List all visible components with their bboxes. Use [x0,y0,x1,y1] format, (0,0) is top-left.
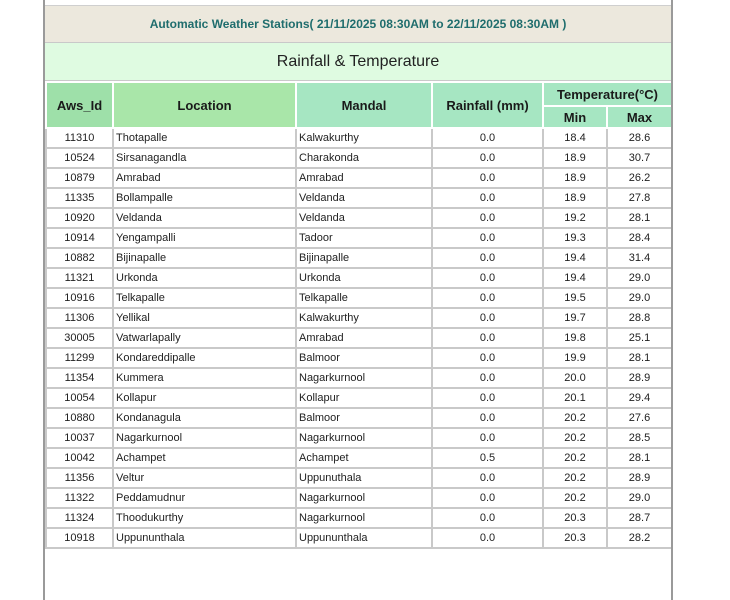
cell-aws-id: 10524 [46,148,113,168]
cell-max-temp: 28.2 [607,528,672,548]
table-row [46,228,672,248]
table-row [46,148,672,168]
cell-location: Thotapalle [113,128,296,148]
cell-max-temp: 29.0 [607,268,672,288]
cell-mandal: Kollapur [296,388,432,408]
table-row [46,288,672,308]
table-row [46,508,672,528]
cell-max-temp: 28.6 [607,128,672,148]
cell-aws-id: 11306 [46,308,113,328]
cell-mandal: Tadoor [296,228,432,248]
cell-location: Bijinapalle [113,248,296,268]
report-frame [43,0,673,600]
cell-mandal: Kalwakurthy [296,128,432,148]
table-row [46,308,672,328]
cell-max-temp: 28.5 [607,428,672,448]
cell-min-temp: 20.3 [543,508,607,528]
cell-aws-id: 10042 [46,448,113,468]
cell-min-temp: 20.2 [543,428,607,448]
cell-rainfall: 0.0 [432,368,543,388]
cell-rainfall: 0.0 [432,188,543,208]
cell-min-temp: 20.2 [543,468,607,488]
table-row [46,268,672,288]
cell-mandal: Urkonda [296,268,432,288]
cell-mandal: Balmoor [296,348,432,368]
table-row [46,188,672,208]
cell-location: Sirsanagandla [113,148,296,168]
cell-max-temp: 29.0 [607,288,672,308]
cell-min-temp: 20.1 [543,388,607,408]
cell-mandal: Veldanda [296,188,432,208]
cell-rainfall: 0.0 [432,308,543,328]
cell-location: Telkapalle [113,288,296,308]
cell-location: Achampet [113,448,296,468]
header-min: Min [543,106,607,128]
cell-location: Kondareddipalle [113,348,296,368]
cell-aws-id: 10037 [46,428,113,448]
table-row [46,128,672,148]
cell-min-temp: 20.2 [543,408,607,428]
cell-rainfall: 0.0 [432,468,543,488]
cell-rainfall: 0.0 [432,388,543,408]
table-row [46,248,672,268]
cell-min-temp: 18.9 [543,188,607,208]
cell-rainfall: 0.0 [432,248,543,268]
cell-mandal: Nagarkurnool [296,488,432,508]
table-row [46,408,672,428]
cell-max-temp: 31.4 [607,248,672,268]
table-row [46,488,672,508]
cell-location: Yellikal [113,308,296,328]
cell-mandal: Balmoor [296,408,432,428]
cell-mandal: Amrabad [296,168,432,188]
cell-rainfall: 0.0 [432,148,543,168]
cell-mandal: Nagarkurnool [296,368,432,388]
cell-min-temp: 18.9 [543,148,607,168]
cell-min-temp: 18.4 [543,128,607,148]
cell-max-temp: 29.4 [607,388,672,408]
cell-rainfall: 0.0 [432,128,543,148]
cell-aws-id: 10920 [46,208,113,228]
cell-max-temp: 30.7 [607,148,672,168]
cell-location: Urkonda [113,268,296,288]
cell-aws-id: 11335 [46,188,113,208]
table-row [46,348,672,368]
cell-min-temp: 19.9 [543,348,607,368]
cell-min-temp: 20.2 [543,448,607,468]
cell-rainfall: 0.0 [432,528,543,548]
header-location: Location [113,82,296,128]
cell-mandal: Nagarkurnool [296,508,432,528]
cell-mandal: Kalwakurthy [296,308,432,328]
cell-location: Nagarkurnool [113,428,296,448]
cell-rainfall: 0.0 [432,168,543,188]
cell-min-temp: 19.3 [543,228,607,248]
cell-location: Peddamudnur [113,488,296,508]
cell-mandal: Uppunuthala [296,468,432,488]
cell-rainfall: 0.0 [432,348,543,368]
cell-location: Kummera [113,368,296,388]
table-row [46,388,672,408]
cell-min-temp: 19.5 [543,288,607,308]
cell-aws-id: 11322 [46,488,113,508]
cell-rainfall: 0.0 [432,208,543,228]
cell-mandal: Bijinapalle [296,248,432,268]
section-title: Rainfall & Temperature [45,43,671,81]
cell-min-temp: 20.3 [543,528,607,548]
header-max: Max [607,106,672,128]
cell-location: Kondanagula [113,408,296,428]
table-body [46,128,672,548]
header-mandal: Mandal [296,82,432,128]
cell-max-temp: 28.1 [607,348,672,368]
cell-rainfall: 0.0 [432,328,543,348]
cell-min-temp: 19.7 [543,308,607,328]
cell-aws-id: 10879 [46,168,113,188]
cell-max-temp: 28.9 [607,468,672,488]
cell-aws-id: 10054 [46,388,113,408]
cell-min-temp: 20.2 [543,488,607,508]
cell-min-temp: 18.9 [543,168,607,188]
cell-aws-id: 11321 [46,268,113,288]
cell-max-temp: 28.1 [607,208,672,228]
cell-rainfall: 0.0 [432,508,543,528]
cell-rainfall: 0.0 [432,268,543,288]
cell-rainfall: 0.0 [432,488,543,508]
cell-location: Bollampalle [113,188,296,208]
cell-max-temp: 25.1 [607,328,672,348]
cell-rainfall: 0.0 [432,408,543,428]
cell-aws-id: 11310 [46,128,113,148]
cell-mandal: Uppununthala [296,528,432,548]
cell-location: Thoodukurthy [113,508,296,528]
cell-max-temp: 28.9 [607,368,672,388]
cell-rainfall: 0.0 [432,288,543,308]
cell-max-temp: 27.8 [607,188,672,208]
header-rainfall: Rainfall (mm) [432,82,543,128]
cell-aws-id: 11324 [46,508,113,528]
cell-mandal: Achampet [296,448,432,468]
cell-aws-id: 10914 [46,228,113,248]
cell-min-temp: 19.2 [543,208,607,228]
stations-title: Automatic Weather Stations( 21/11/2025 08:30AM to 22/11/2025 08:30AM ) [45,6,671,43]
table-header-row [46,82,672,106]
cell-location: Amrabad [113,168,296,188]
table-row [46,528,672,548]
cell-aws-id: 11354 [46,368,113,388]
cell-max-temp: 28.7 [607,508,672,528]
cell-mandal: Nagarkurnool [296,428,432,448]
cell-mandal: Charakonda [296,148,432,168]
cell-aws-id: 10880 [46,408,113,428]
cell-max-temp: 28.8 [607,308,672,328]
rainfall-temperature-table [45,81,673,549]
table-row [46,368,672,388]
cell-max-temp: 26.2 [607,168,672,188]
cell-location: Vatwarlapally [113,328,296,348]
cell-min-temp: 19.4 [543,248,607,268]
cell-min-temp: 19.4 [543,268,607,288]
table-row [46,328,672,348]
cell-mandal: Amrabad [296,328,432,348]
cell-max-temp: 29.0 [607,488,672,508]
header-aws-id: Aws_Id [46,82,113,128]
cell-location: Veltur [113,468,296,488]
cell-rainfall: 0.5 [432,448,543,468]
cell-min-temp: 19.8 [543,328,607,348]
cell-mandal: Veldanda [296,208,432,228]
table-row [46,468,672,488]
cell-aws-id: 10882 [46,248,113,268]
cell-aws-id: 10918 [46,528,113,548]
table-row [46,428,672,448]
table-row [46,168,672,188]
cell-aws-id: 11299 [46,348,113,368]
cell-min-temp: 20.0 [543,368,607,388]
cell-max-temp: 28.1 [607,448,672,468]
cell-aws-id: 30005 [46,328,113,348]
cell-rainfall: 0.0 [432,228,543,248]
cell-max-temp: 28.4 [607,228,672,248]
cell-max-temp: 27.6 [607,408,672,428]
table-row [46,208,672,228]
cell-location: Uppununthala [113,528,296,548]
cell-rainfall: 0.0 [432,428,543,448]
cell-location: Yengampalli [113,228,296,248]
header-temperature: Temperature(°C) [543,82,672,106]
cell-aws-id: 10916 [46,288,113,308]
cell-location: Veldanda [113,208,296,228]
cell-aws-id: 11356 [46,468,113,488]
table-row [46,448,672,468]
cell-location: Kollapur [113,388,296,408]
cell-mandal: Telkapalle [296,288,432,308]
